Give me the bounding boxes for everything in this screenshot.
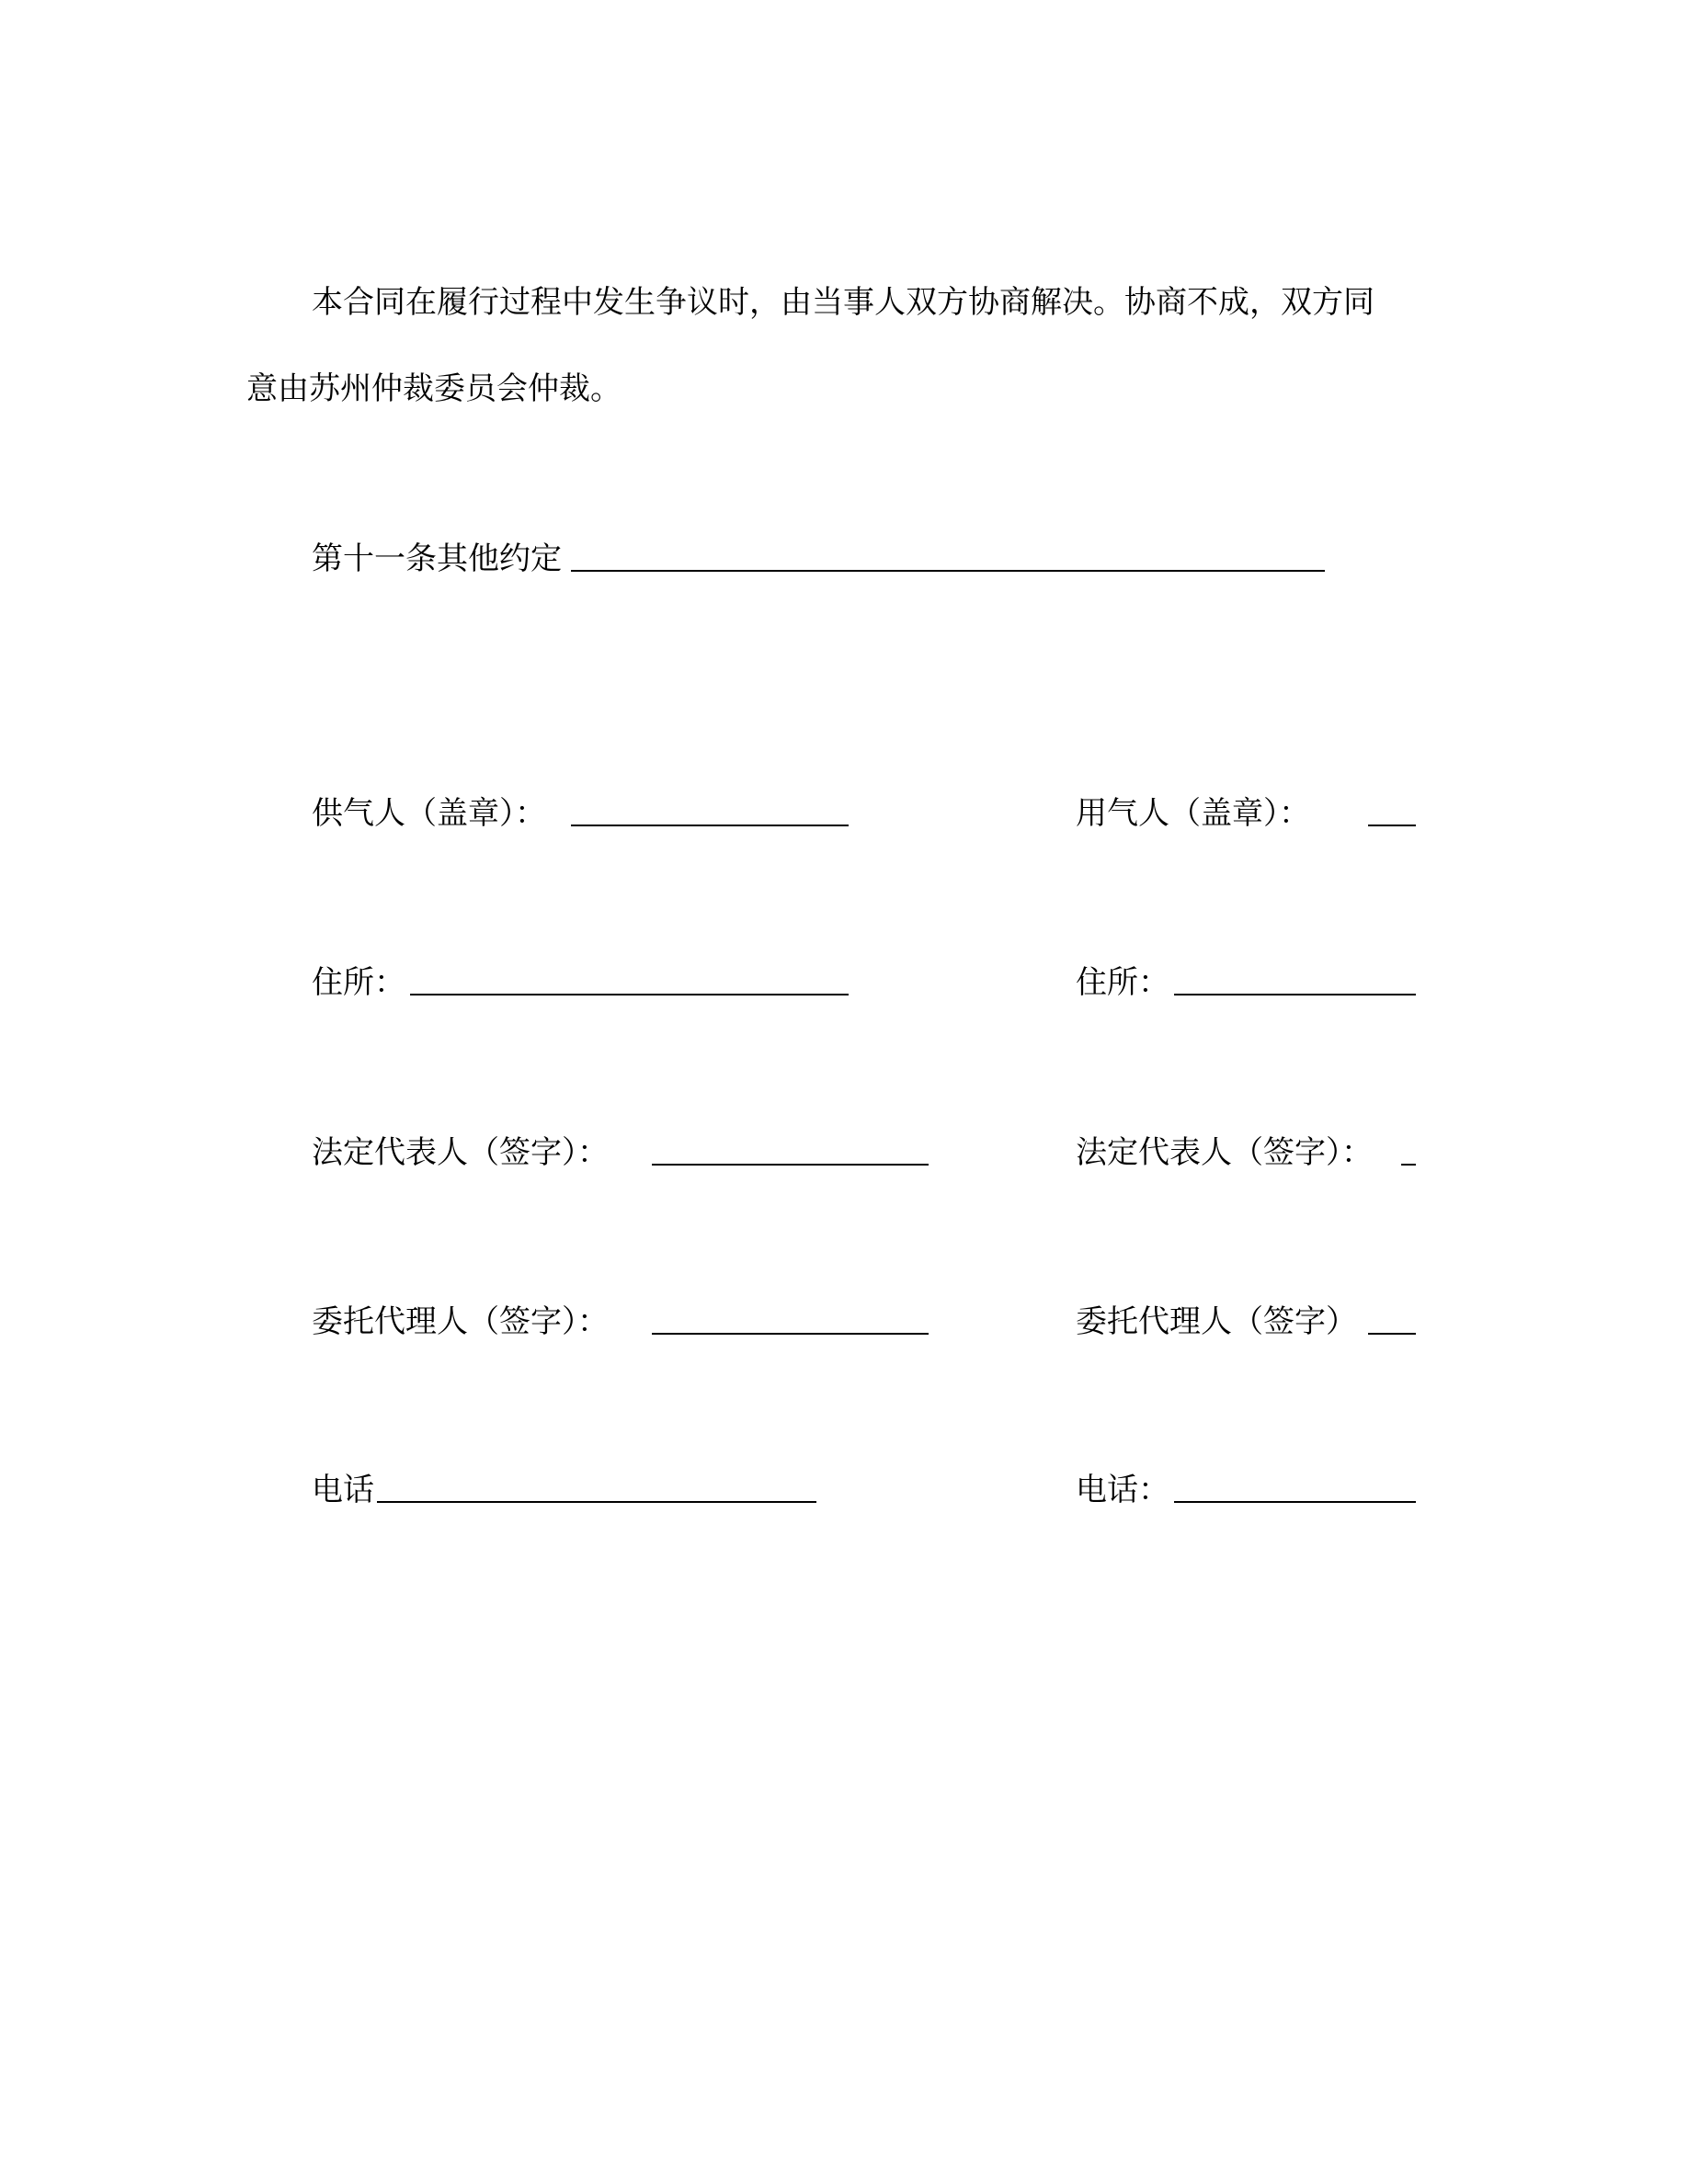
supplier-legal-rep-label: 法定代表人（签字）： xyxy=(312,1134,609,1171)
user-address-blank xyxy=(1174,994,1416,995)
user-legal-rep-blank xyxy=(1401,1164,1416,1166)
article-11-blank xyxy=(571,570,1325,572)
supplier-address-label: 住所： xyxy=(312,964,405,1001)
supplier-address-blank xyxy=(410,994,849,995)
user-agent-blank xyxy=(1368,1333,1416,1335)
user-address-label: 住所： xyxy=(1076,964,1169,1001)
supplier-phone-label: 电话 xyxy=(312,1472,374,1508)
dispute-paragraph-line-2: 意由苏州仲裁委员会仲裁。 xyxy=(246,370,622,407)
supplier-legal-rep-blank xyxy=(652,1164,929,1166)
user-seal-label: 用气人（盖章）： xyxy=(1076,795,1310,832)
supplier-agent-blank xyxy=(652,1333,929,1335)
supplier-phone-blank xyxy=(377,1501,816,1503)
article-11-label: 第十一条其他约定 xyxy=(312,540,562,577)
dispute-paragraph-line-1: 本合同在履行过程中发生争议时，由当事人双方协商解决。协商不成，双方同 xyxy=(312,284,1374,321)
supplier-seal-blank xyxy=(571,825,849,826)
user-seal-blank xyxy=(1368,825,1416,826)
user-phone-label: 电话： xyxy=(1076,1472,1169,1508)
user-phone-blank xyxy=(1174,1501,1416,1503)
user-agent-label: 委托代理人（签字） xyxy=(1076,1303,1357,1340)
supplier-agent-label: 委托代理人（签字）： xyxy=(312,1303,609,1340)
supplier-seal-label: 供气人（盖章）： xyxy=(312,795,546,832)
user-legal-rep-label: 法定代表人（签字）： xyxy=(1076,1134,1373,1171)
